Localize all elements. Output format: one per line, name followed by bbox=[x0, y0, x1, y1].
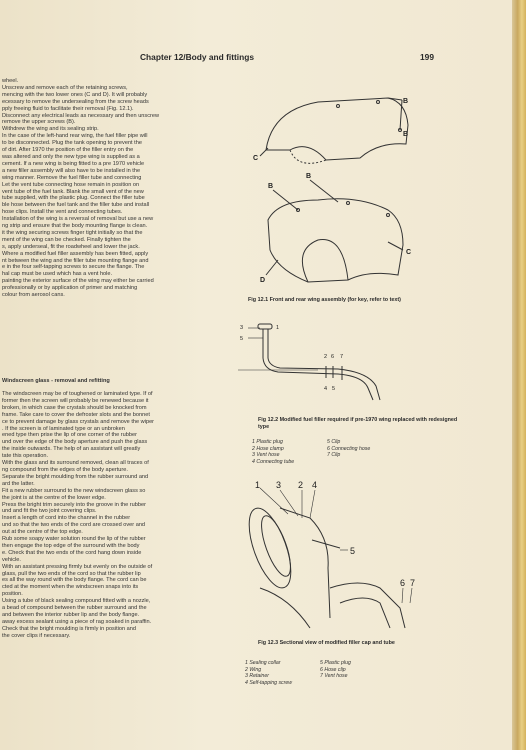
left_col_a-line: Let the vent tube connecting hose remain in position on bbox=[2, 181, 140, 188]
left_col_a-line: vent tube of the fuel tank. Blank the small vent of the new bbox=[2, 188, 144, 195]
left_col_b-line: tate this operation. bbox=[2, 453, 49, 460]
section-heading: Windscreen glass - removal and refitting bbox=[2, 378, 110, 384]
left_col_a-line: s, apply underseal, fit the roadwheel and lower the jack. bbox=[2, 243, 140, 250]
left_col_b-line: es all the way round with the body flange. The cord can be bbox=[2, 577, 147, 584]
left_col_b-line: ce to prevent damage by glass crystals and remove the wiper bbox=[2, 418, 155, 425]
key-item: 4 Connecting tube bbox=[252, 458, 295, 465]
fig1-label-b2: B bbox=[403, 131, 409, 138]
fig2-callout-6: 6 bbox=[331, 354, 335, 360]
chapter-title: Chapter 12/Body and fittings bbox=[140, 52, 255, 62]
key-item: 3 Retainer bbox=[245, 673, 269, 680]
left_col_b-line: Insert a length of cord into the channel in the rubber bbox=[2, 515, 131, 522]
fig-12-3-sectional-diagram bbox=[230, 478, 430, 633]
left_col_a-line: Installation of the wing is a reversal of removal but use a new bbox=[2, 216, 154, 223]
left_col_b-line: away excess sealant using a piece of rag soaked in paraffin. bbox=[2, 618, 152, 625]
key-item: 5 Plastic plug bbox=[320, 660, 351, 666]
left_col_b-line: und so that the two ends of the cord are crossed over and bbox=[2, 522, 146, 529]
left_col_b-line: Fit a new rubber surround to the new windscreen glass so bbox=[2, 487, 146, 494]
fig2-callout-2: 2 bbox=[324, 354, 328, 360]
left_col_b-line: broken, in which case the crystals should be knocked from bbox=[2, 404, 147, 411]
key-item: 1 Sealing collar bbox=[245, 660, 281, 666]
left_col_b-line: ng compound from the edges of the body aperture. bbox=[2, 466, 128, 473]
left_col_b-line: e. Check that the two ends of the cord hang down inside bbox=[2, 549, 142, 556]
left_col_a-line: Where a modified fuel filler assembly has been fitted, apply bbox=[2, 250, 149, 257]
page-number: 199 bbox=[420, 52, 434, 62]
left_col_b-line: und over the edge of the body aperture and push the glass bbox=[2, 439, 148, 446]
left_col_a-line: was altered and only the new type wing is supplied as a bbox=[2, 153, 140, 160]
left_col_b-line: position. bbox=[2, 591, 23, 598]
left_col_a-line: ecessary to remove the undersealing from the screw heads bbox=[2, 98, 149, 105]
left_col_a-line: colour from aerosol cans. bbox=[2, 292, 65, 299]
left_col_b-line: and between the interior rubber lip and the body flange. bbox=[2, 612, 140, 618]
left_col_b-line: With the glass and its surround removed, clean all traces of bbox=[2, 460, 149, 467]
fig3-callout-7: 7 bbox=[410, 578, 416, 588]
left_col_b-line: out at the centre of the top edge. bbox=[2, 529, 83, 536]
fig3-callout-1: 1 bbox=[255, 480, 261, 490]
left_col_b-line: frame. Take care to cover the defroster slots and the bonnet bbox=[2, 411, 150, 418]
left_col_b-line: Press the bright trim securely into the groove in the rubber bbox=[2, 501, 146, 508]
left_col_a-line: tube supplied, with the plastic plug. Connect the filler tube bbox=[2, 195, 145, 202]
left_col_a-line: of dirt. After 1970 the position of the filler entry on the bbox=[2, 147, 134, 154]
left_col_a-line: ment of the wing can be checked. Finally tighten the bbox=[2, 236, 131, 243]
fig2-callout-5: 5 bbox=[240, 336, 244, 342]
fig3-callout-5: 5 bbox=[350, 546, 356, 556]
left_col_a-line: In the case of the left-hand rear wing, the fuel filler pipe will bbox=[2, 133, 148, 140]
fig2-callout-3: 3 bbox=[240, 325, 244, 331]
left_col_a-line: ng strip and ensure that the body mounting flange is clean. bbox=[2, 223, 148, 230]
fig-12-1-wing-diagram bbox=[238, 70, 438, 295]
fig1-label-b3: B bbox=[268, 183, 274, 190]
left_col_b-line: Check that the bright moulding is firmly in position and bbox=[2, 625, 137, 632]
fig1-label-d: D bbox=[260, 277, 266, 284]
left_col_b-line: glass, pull the two ends of the cord so that the rubber lip bbox=[2, 570, 141, 577]
left_col_b-line: Rub some soapy water solution round the lip of the rubber bbox=[2, 536, 146, 543]
key-item: 7 Vent hose bbox=[320, 673, 348, 680]
left_col_b-line: With an assistant pressing firmly but evenly on the outside of bbox=[2, 563, 153, 570]
fig-12-1-caption: Fig 12.1 Front and rear wing assembly (for key, refer to text) bbox=[248, 297, 401, 303]
left_col_b-line: cted at the moment when the windscreen snaps into its bbox=[2, 584, 139, 591]
left_col_a-line: painting the exterior surface of the wing may either be carried bbox=[2, 278, 154, 285]
left_col_a-line: it the wing securing screws finger tight initially so that the bbox=[2, 229, 143, 236]
fig-12-2-filler-diagram bbox=[238, 318, 428, 403]
left_col_a-line: e in the four self-tapping screws to secure the flange. The bbox=[2, 264, 145, 271]
left_col_b-line: Using a tube of black sealing compound fitted with a nozzle, bbox=[2, 598, 151, 605]
left_col_a-line: hose clips. Install the vent and connecting tubes. bbox=[2, 209, 123, 216]
left_col_b-line: then engage the top edge of the surround with the body bbox=[2, 542, 140, 549]
fig1-label-c1: C bbox=[253, 155, 259, 162]
left_col_a-line: hal cap must be used which has a vent hole. bbox=[2, 271, 113, 278]
fig1-label-c2: C bbox=[406, 249, 412, 256]
left_col_a-line: Withdrew the wing and its sealing strip. bbox=[2, 126, 99, 133]
fig2-callout-1: 1 bbox=[276, 325, 280, 331]
left_col_a-line: ble hose between the fuel tank and the filler tube and install bbox=[2, 202, 150, 209]
fig-12-2-caption: Fig 12.2 Modified fuel filler required if pre-1970 wing replaced with redesigned type bbox=[258, 417, 458, 430]
left_col_b-line: ard the latter. bbox=[2, 480, 35, 487]
key-item: 3 Vent hose bbox=[252, 452, 280, 459]
left_col_a-line: cement. If a new wing is being fitted to a pre 1970 vehicle bbox=[2, 160, 145, 167]
fig3-callout-6: 6 bbox=[400, 578, 406, 588]
key-item: 7 Clip bbox=[327, 452, 341, 459]
fig-12-3-caption: Fig 12.3 Sectional view of modified filler cap and tube bbox=[258, 640, 395, 646]
left_col_b-line: und and fit the two joint covering clips. bbox=[2, 508, 97, 515]
key-item: 6 Hose clip bbox=[320, 666, 346, 673]
fig3-callout-2: 2 bbox=[298, 480, 304, 490]
left_col_a-line: mencing with the two lower ones (C and D). It will probably bbox=[2, 91, 148, 98]
fig3-callout-4: 4 bbox=[312, 480, 318, 490]
left_col_a-line: remove the upper screws (B). bbox=[2, 119, 76, 126]
left_col_a-line: to be disconnected. Plug the tank opening to prevent the bbox=[2, 140, 142, 147]
left_col_b-line: former then the screen will probably be renewed because it bbox=[2, 397, 149, 404]
left_col_a-line: wheel. bbox=[2, 78, 19, 84]
left_col_b-line: a bead of compound between the rubber surround and the bbox=[2, 605, 147, 612]
left_col_a-line: nt between the wing and the filler tube mounting flange and bbox=[2, 257, 149, 264]
body-text-windscreen bbox=[2, 391, 234, 640]
left_col_a-line: a new filler assembly will also have to be installed in the bbox=[2, 167, 141, 174]
left_col_b-line: Separate the bright moulding from the rubber surround and bbox=[2, 473, 149, 480]
left_col_b-line: ened type then prise the lip of one corner of the rubber bbox=[2, 432, 137, 439]
key-item: 4 Self-tapping screw bbox=[245, 679, 292, 686]
left_col_a-line: professionally or by application of primer and matching bbox=[2, 285, 138, 292]
left_col_a-line: pply freeing fluid to facilitate their removal (Fig. 12.1). bbox=[2, 105, 134, 112]
left_col_b-line: . If the screen is of laminated type or an unbroken bbox=[2, 425, 125, 432]
fig1-label-b1: B bbox=[403, 98, 409, 105]
fig2-callout-4: 4 bbox=[324, 386, 328, 392]
fig3-callout-3: 3 bbox=[276, 480, 282, 490]
left_col_a-line: Disconnect any electrical leads as necessary and then unscrew bbox=[2, 112, 160, 119]
key-item: 6 Connecting hose bbox=[327, 445, 371, 452]
left_col_b-line: vehicle. bbox=[2, 556, 21, 563]
key-item: 2 Wing bbox=[245, 666, 262, 673]
key-item: 1 Plastic plug bbox=[252, 439, 283, 445]
fig2-callout-7: 7 bbox=[340, 354, 344, 360]
left_col_b-line: The windscreen may be of toughened or laminated type. If of bbox=[2, 391, 153, 397]
key-item: 5 Clip bbox=[327, 439, 341, 445]
left_col_a-line: Unscrew and remove each of the retaining screws, bbox=[2, 84, 128, 91]
key-item: 2 Hose clamp bbox=[252, 445, 284, 452]
left_col_b-line: the joint is at the centre of the lower edge. bbox=[2, 494, 106, 501]
fig2-callout-5b: 5 bbox=[332, 386, 336, 392]
fig1-label-b4: B bbox=[306, 173, 312, 180]
left_col_b-line: the cover clips if necessary. bbox=[2, 632, 71, 639]
page-edge bbox=[512, 0, 526, 750]
left_col_a-line: wing manner. Remove the fuel filler tube and connecting bbox=[2, 174, 142, 181]
left_col_b-line: the inside outwards. The help of an assistant will greatly bbox=[2, 446, 141, 453]
body-text-wing bbox=[2, 78, 234, 299]
